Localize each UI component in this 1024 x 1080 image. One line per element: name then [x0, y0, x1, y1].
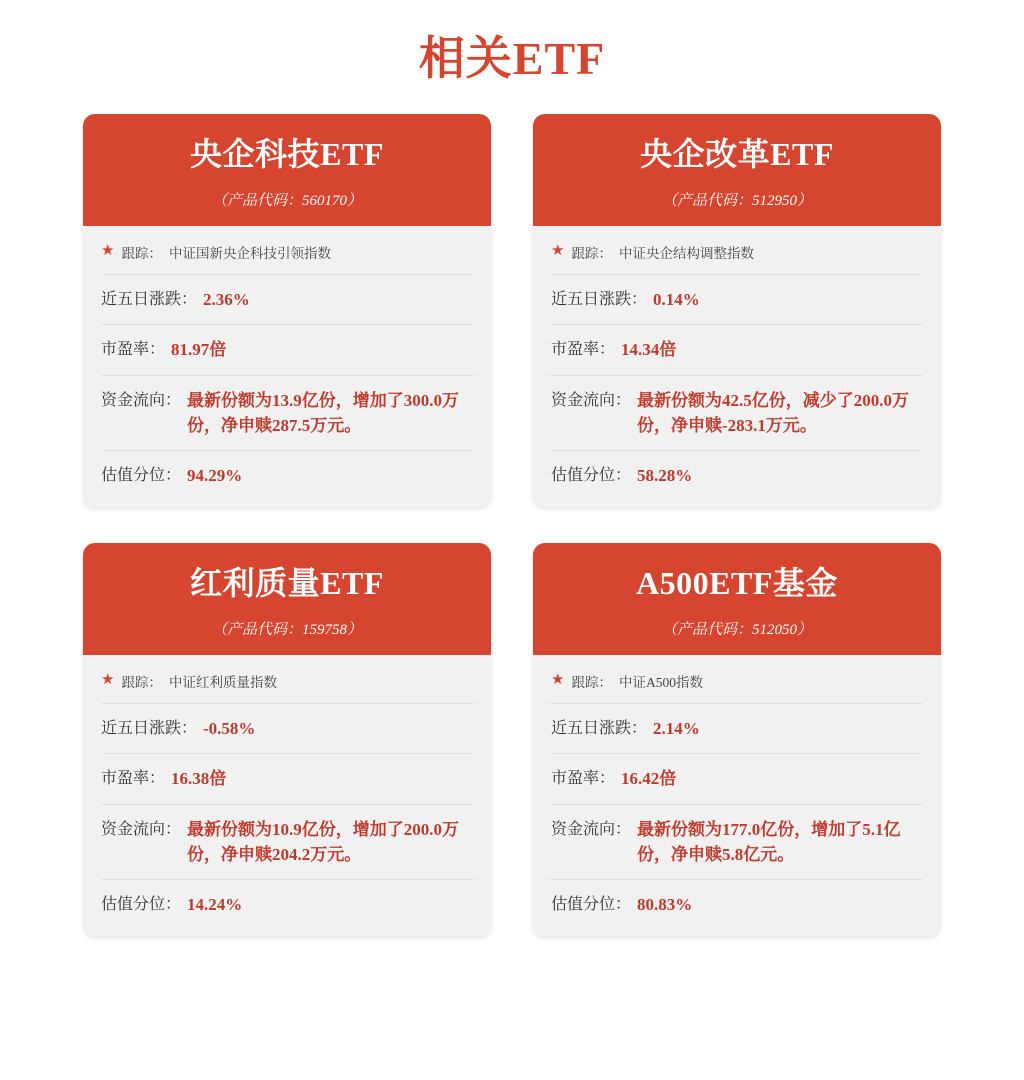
- pe-label: 市盈率：: [101, 341, 166, 359]
- star-icon: ★: [101, 672, 115, 689]
- valuation-row: [101, 880, 473, 922]
- etf-card-grid: [0, 114, 1024, 936]
- track-label: 跟踪：: [121, 674, 162, 690]
- pe-value: 16.42倍: [621, 769, 677, 789]
- etf-code: [93, 618, 481, 639]
- pe-row: [551, 325, 923, 376]
- change5d-value: 2.36%: [203, 289, 250, 309]
- code-suffix: ）: [797, 192, 813, 209]
- valuation-value: 94.29%: [187, 466, 243, 486]
- etf-card-header: [83, 543, 491, 655]
- track-value: 中证央企结构调整指数: [618, 245, 754, 261]
- pe-label: 市盈率：: [551, 770, 616, 788]
- valuation-row: [101, 451, 473, 493]
- pe-row: [101, 754, 473, 805]
- pe-value: 81.97倍: [171, 340, 227, 360]
- etf-card-header: [533, 543, 941, 655]
- change5d-row: [551, 704, 923, 755]
- page-title: 相关ETF: [418, 33, 606, 84]
- code-prefix: （产品代码：: [211, 621, 302, 638]
- star-icon: ★: [551, 243, 565, 260]
- code-prefix: （产品代码：: [211, 192, 302, 209]
- etf-card-body: [533, 655, 941, 936]
- valuation-row: [551, 451, 923, 493]
- etf-card[interactable]: [533, 114, 941, 507]
- track-label: 跟踪：: [121, 245, 162, 261]
- valuation-label: 估值分位：: [101, 896, 182, 914]
- code-value: 560170: [302, 192, 347, 209]
- flow-value: 最新份额为13.9亿份，增加了300.0万份，净申赎287.5万元。: [187, 391, 460, 435]
- etf-card-header: [533, 114, 941, 226]
- pe-label: 市盈率：: [551, 341, 616, 359]
- track-row: [551, 671, 923, 704]
- track-row: [101, 671, 473, 704]
- flow-label: 资金流向：: [551, 821, 632, 839]
- etf-name: 央企科技ETF: [190, 136, 384, 172]
- etf-card-body: [83, 655, 491, 936]
- etf-card[interactable]: [83, 543, 491, 936]
- change5d-label: 近五日涨跌：: [101, 290, 198, 308]
- flow-label: 资金流向：: [551, 392, 632, 410]
- change5d-value: 2.14%: [653, 718, 700, 738]
- track-value: 中证国新央企科技引领指数: [168, 245, 331, 261]
- flow-label: 资金流向：: [101, 392, 182, 410]
- etf-card-header: [83, 114, 491, 226]
- valuation-label: 估值分位：: [551, 467, 632, 485]
- valuation-label: 估值分位：: [551, 896, 632, 914]
- flow-value: 最新份额为177.0亿份，增加了5.1亿份，净申赎5.8亿元。: [637, 820, 901, 864]
- change5d-row: [551, 275, 923, 326]
- etf-name: 红利质量ETF: [190, 565, 384, 601]
- code-suffix: ）: [797, 621, 813, 638]
- track-row: [101, 242, 473, 275]
- track-label: 跟踪：: [571, 245, 612, 261]
- etf-card-body: [83, 226, 491, 507]
- code-value: 512050: [752, 621, 797, 638]
- valuation-value: 14.24%: [187, 895, 243, 915]
- pe-row: [551, 754, 923, 805]
- etf-card[interactable]: [533, 543, 941, 936]
- etf-card[interactable]: [83, 114, 491, 507]
- star-icon: ★: [551, 672, 565, 689]
- flow-row: [101, 805, 473, 880]
- change5d-row: [101, 275, 473, 326]
- code-prefix: （产品代码：: [661, 192, 752, 209]
- code-suffix: ）: [347, 192, 363, 209]
- valuation-row: [551, 880, 923, 922]
- code-value: 512950: [752, 192, 797, 209]
- track-value: 中证红利质量指数: [168, 674, 277, 690]
- star-icon: ★: [101, 243, 115, 260]
- pe-value: 14.34倍: [621, 340, 677, 360]
- code-value: 159758: [302, 621, 347, 638]
- etf-name: 央企改革ETF: [640, 136, 834, 172]
- code-suffix: ）: [347, 621, 363, 638]
- valuation-value: 58.28%: [637, 466, 693, 486]
- pe-value: 16.38倍: [171, 769, 227, 789]
- flow-row: [551, 376, 923, 451]
- pe-label: 市盈率：: [101, 770, 166, 788]
- change5d-label: 近五日涨跌：: [551, 290, 648, 308]
- etf-name: A500ETF基金: [636, 565, 838, 601]
- change5d-value: 0.14%: [653, 289, 700, 309]
- valuation-value: 80.83%: [637, 895, 693, 915]
- code-prefix: （产品代码：: [661, 621, 752, 638]
- change5d-row: [101, 704, 473, 755]
- track-label: 跟踪：: [571, 674, 612, 690]
- change5d-value: -0.58%: [203, 718, 256, 738]
- change5d-label: 近五日涨跌：: [551, 719, 648, 737]
- etf-code: [93, 189, 481, 210]
- flow-label: 资金流向：: [101, 821, 182, 839]
- etf-code: [543, 189, 931, 210]
- etf-code: [543, 618, 931, 639]
- track-value: 中证A500指数: [618, 674, 703, 690]
- change5d-label: 近五日涨跌：: [101, 719, 198, 737]
- pe-row: [101, 325, 473, 376]
- flow-value: 最新份额为42.5亿份，减少了200.0万份，净申赎-283.1万元。: [637, 391, 910, 435]
- flow-value: 最新份额为10.9亿份，增加了200.0万份，净申赎204.2万元。: [187, 820, 460, 864]
- valuation-label: 估值分位：: [101, 467, 182, 485]
- track-row: [551, 242, 923, 275]
- etf-card-body: [533, 226, 941, 507]
- flow-row: [101, 376, 473, 451]
- flow-row: [551, 805, 923, 880]
